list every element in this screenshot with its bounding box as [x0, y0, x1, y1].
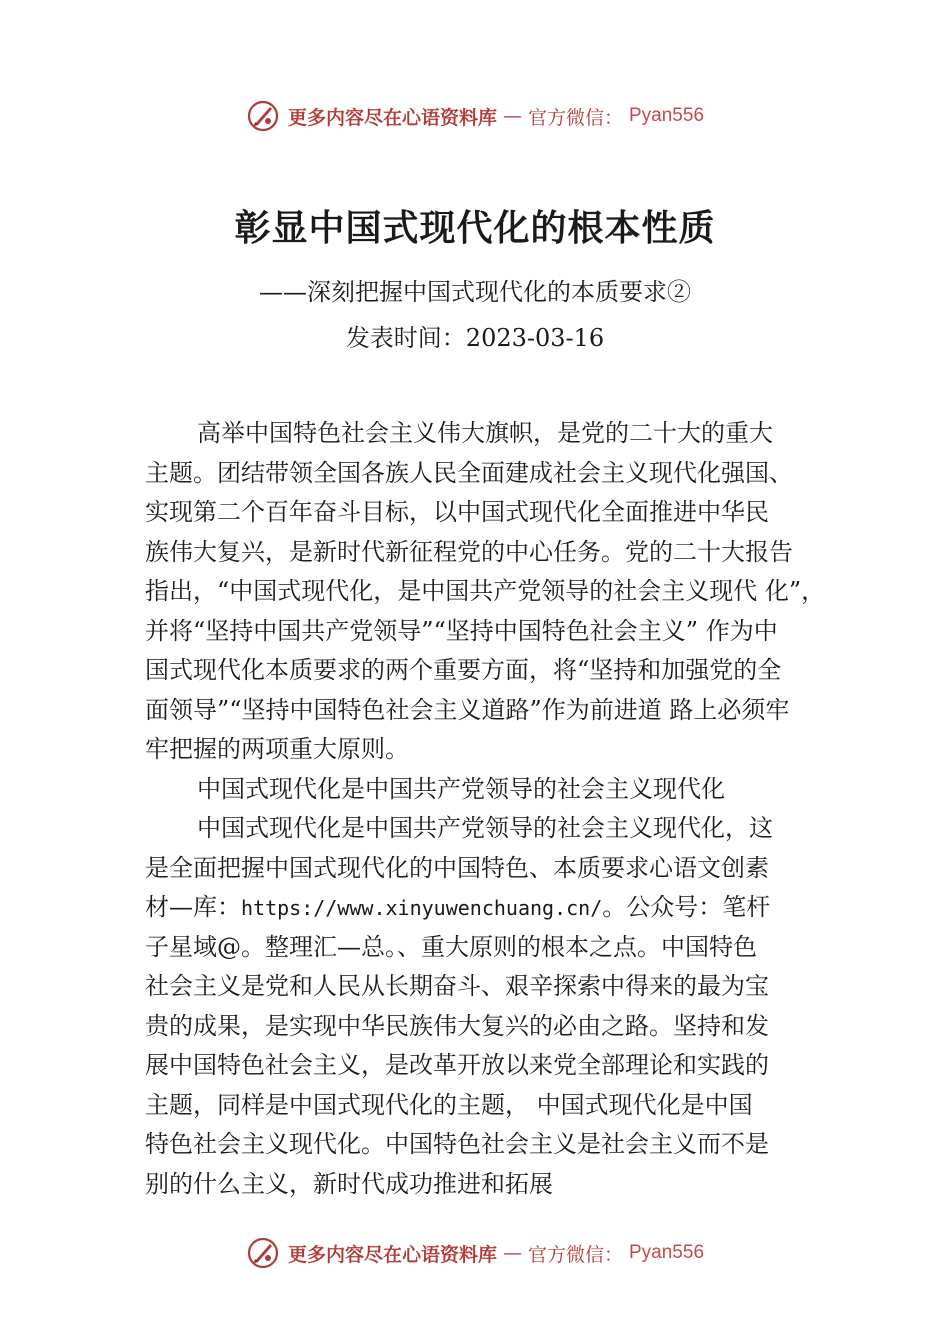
text-line: 面领导”“坚持中国特色社会主义道路”作为前进道 路上必须牢: [145, 695, 790, 724]
text-line: 国式现代化本质要求的两个重要方面，将“坚持和加强党的全: [145, 656, 782, 684]
footer-banner: [0, 1233, 950, 1273]
text-line: 贵的成果，是实现中华民族伟大复兴的必由之路。坚持和发: [145, 1011, 769, 1040]
text-fragment: 材—库：: [145, 893, 241, 921]
text-line: 牢把握的两项重大原则。: [145, 735, 409, 763]
text-line: 主题。团结带领全国各族人民全面建成社会主义现代化强国、: [145, 458, 793, 487]
text-line-with-link: [145, 888, 845, 928]
publish-date: 发表时间：2023-03-16: [345, 324, 605, 352]
text-line: 展中国特色社会主义，是改革开放以来党全部理论和实践的: [145, 1051, 769, 1079]
section-heading: 中国式现代化是中国共产党领导的社会主义现代化: [197, 774, 725, 803]
text-line: 社会主义是党和人民从长期奋斗、艰辛探索中得来的最为宝: [145, 972, 769, 1000]
text-line: 主题，同样是中国式现代化的主题， 中国式现代化是中国: [145, 1090, 753, 1119]
text-line: 实现第二个百年奋斗目标，以中国式现代化全面推进中华民: [145, 498, 769, 526]
banner-separator: —: [502, 105, 522, 127]
banner-wechat-label: 官方微信：: [527, 106, 623, 129]
banner-separator: —: [502, 1242, 522, 1264]
text-line: 指出，“中国式现代化，是中国共产党领导的社会主义现代 化”，: [145, 577, 826, 605]
banner-wechat-label: 官方微信：: [527, 1243, 623, 1266]
quill-seal-icon: [246, 1236, 280, 1270]
text-line: 别的什么主义，新时代成功推进和拓展: [145, 1169, 553, 1198]
article-body: [145, 414, 845, 1204]
text-line: 并将“坚持中国共产党领导”“坚持中国特色社会主义” 作为中: [145, 616, 778, 645]
text-line: 特色社会主义现代化。中国特色社会主义是社会主义而不是: [145, 1130, 769, 1158]
document-title: 彰显中国式现代化的根本性质: [234, 207, 716, 249]
text-line: 子星域@。整理汇—总。、重大原则的根本之点。中国特色: [145, 932, 757, 961]
banner-text: 更多内容尽在心语资料库: [287, 1243, 497, 1266]
banner-text: 更多内容尽在心语资料库: [287, 106, 497, 129]
document-subtitle: ——深刻把握中国式现代化的本质要求②: [259, 278, 691, 306]
banner-wechat-id: Pyan556: [629, 105, 705, 126]
banner-wechat-id: Pyan556: [629, 1242, 705, 1263]
quill-seal-icon: [246, 99, 280, 133]
header-banner: [0, 96, 950, 136]
text-line: 是全面把握中国式现代化的中国特色、本质要求心语文创素: [145, 853, 769, 882]
text-line: 中国式现代化是中国共产党领导的社会主义现代化，这: [197, 814, 773, 842]
text-line: 高举中国特色社会主义伟大旗帜，是党的二十大的重大: [197, 419, 773, 447]
text-fragment: 。公众号：笔杆: [602, 893, 771, 921]
website-url: https://www.xinyuwenchuang.cn/: [241, 896, 603, 920]
text-line: 族伟大复兴，是新时代新征程党的中心任务。党的二十大报告: [145, 537, 793, 566]
